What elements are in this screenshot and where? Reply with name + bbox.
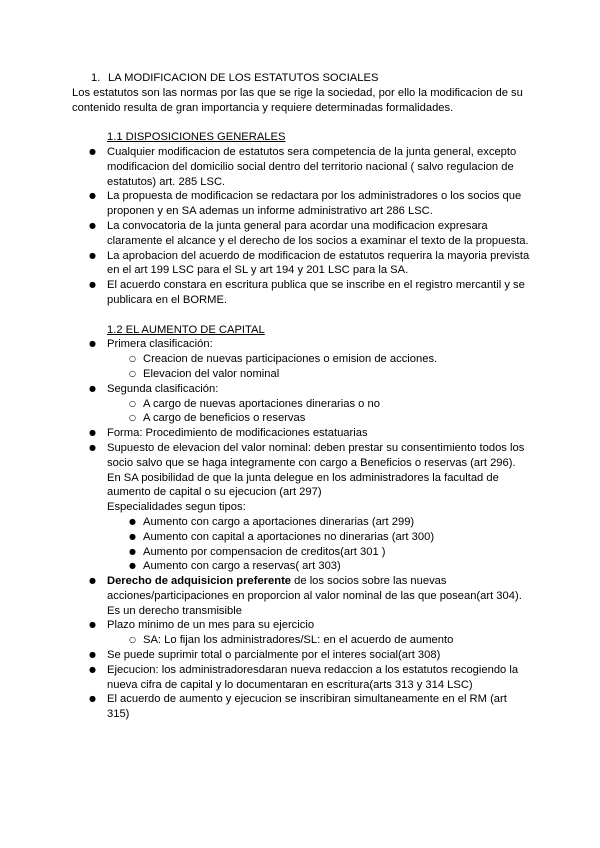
derecho-bold: Derecho de adquisicion preferente bbox=[107, 575, 292, 588]
primera-label: Primera clasificación: bbox=[107, 338, 213, 351]
sublist-item: ● Aumento con cargo a aportaciones dinerarias (art 299) bbox=[107, 515, 532, 530]
sublist bbox=[107, 515, 532, 574]
heading-number: 1. bbox=[91, 72, 101, 84]
subsection-title-1-1: 1.1 DISPOSICIONES GENERALES bbox=[107, 131, 286, 144]
list-item: ● La convocatoria de la junta general para acordar una modificacion expresara claramente el alcance y el derecho de los socios a examinar el texto de la propuesta. bbox=[72, 219, 532, 249]
sublist-item: ○ SA: Lo fijan los administradores/SL: en el acuerdo de aumento bbox=[107, 633, 532, 648]
section-heading bbox=[72, 71, 532, 86]
sublist bbox=[107, 352, 532, 382]
list-item bbox=[72, 382, 532, 426]
subsection-title-1-2: 1.2 EL AUMENTO DE CAPITAL bbox=[107, 323, 265, 336]
list-item bbox=[72, 618, 532, 648]
sublist bbox=[107, 397, 532, 427]
derecho-rest: de los socios sobre las nuevas acciones/participaciones en proporcion al valor nominal de las que posean(art 304). Es un derecho transmisible bbox=[107, 575, 522, 617]
list-item: ● Cualquier modificacion de estatutos sera competencia de la junta general, excepto modificacion del domicilio social dentro del territorio nacional ( salvo regulacion de estatutos) art. 285 LSC. bbox=[72, 145, 532, 189]
list-item: ● Forma: Procedimiento de modificaciones estatuarias bbox=[72, 426, 532, 441]
plazo-label: Plazo minimo de un mes para su ejercicio bbox=[107, 619, 315, 632]
list-item: ● La propuesta de modificacion se redactara por los administradores o los socios que proponen y en SA ademas un informe administrativo art 286 LSC. bbox=[72, 189, 532, 219]
sublist-item: ○ Creacion de nuevas participaciones o emision de acciones. bbox=[107, 352, 532, 367]
list-item bbox=[72, 574, 532, 618]
list-item bbox=[72, 337, 532, 381]
list-item: ● Se puede suprimir total o parcialmente por el interes social(art 308) bbox=[72, 648, 532, 663]
sublist-item: ○ A cargo de nuevas aportaciones dinerarias o no bbox=[107, 397, 532, 412]
document-content bbox=[72, 71, 532, 722]
general-provisions-list bbox=[72, 145, 532, 308]
list-item: ● El acuerdo constara en escritura publica que se inscribe en el registro mercantil y se publicara en el BORME. bbox=[72, 278, 532, 308]
capital-increase-list bbox=[72, 337, 532, 722]
list-item: ● Ejecucion: los administradoresdaran nueva redaccion a los estatutos recogiendo la nueva cifra de capital y lo documentaran en escritura(arts 313 y 314 LSC) bbox=[72, 663, 532, 693]
sublist-item: ● Aumento con cargo a reservas( art 303) bbox=[107, 559, 532, 574]
supuesto-text: ● Supuesto de elevacion del valor nominal: deben prestar su consentimiento todos los socio salvo que se haga integramente con cargo a Beneficios o reservas (art 296). bbox=[107, 441, 525, 469]
especialidades-label: Especialidades segun tipos: bbox=[107, 501, 246, 514]
sublist-item: ● Aumento por compensacion de creditos(art 301 ) bbox=[107, 545, 532, 560]
list-item: ● La aprobacion del acuerdo de modificacion de estatutos requerira la mayoria prevista en el art 199 LSC para el SL y art 194 y 201 LSC para la SA. bbox=[72, 249, 532, 279]
supuesto-sa-text: En SA posibilidad de que la junta delegue en los administradores la facultad de aumento de capital o su ejecucion (art 297) bbox=[107, 471, 499, 499]
list-item: ● El acuerdo de aumento y ejecucion se inscribiran simultaneamente en el RM (art 315) bbox=[72, 692, 532, 722]
sublist-item: ○ A cargo de beneficios o reservas bbox=[107, 411, 532, 426]
intro-paragraph: Los estatutos son las normas por las que se rige la sociedad, por ello la modificacion de su contenido resulta de gran importancia y requiere determinadas formalidades. bbox=[72, 86, 523, 114]
segunda-label: Segunda clasificación: bbox=[107, 382, 219, 395]
heading-title: LA MODIFICACION DE LOS ESTATUTOS SOCIALES bbox=[108, 72, 379, 84]
sublist-item: ● Aumento con capital a aportaciones no dinerarias (art 300) bbox=[107, 530, 532, 545]
sublist bbox=[107, 633, 532, 648]
sublist-item: ○ Elevacion del valor nominal bbox=[107, 367, 532, 382]
list-item bbox=[72, 441, 532, 574]
